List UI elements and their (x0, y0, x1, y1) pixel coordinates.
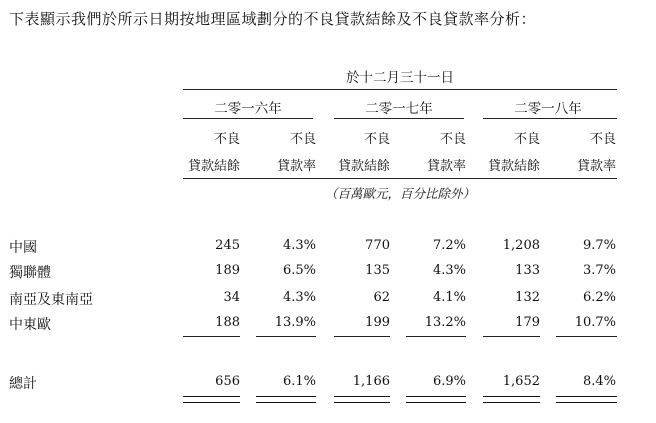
cell-value: 770 (365, 238, 390, 253)
cell-value: 7.2% (432, 238, 466, 253)
year-header-2016: 二零一六年 (214, 101, 282, 117)
cell-value: 34 (223, 290, 240, 305)
col-label-ratio-2016-line2: 貸款率 (276, 159, 316, 174)
cell-value: 189 (215, 263, 240, 278)
cell-value: 245 (215, 238, 240, 253)
date-header-rule (183, 89, 617, 90)
region-label: 中國 (9, 240, 37, 256)
year-header-2017: 二零一七年 (365, 101, 433, 117)
cell-value: 4.1% (432, 290, 466, 305)
total-double-rule (483, 396, 540, 403)
total-label: 總計 (9, 376, 37, 392)
total-double-rule (256, 396, 316, 403)
year-header-2018: 二零一八年 (514, 101, 582, 117)
cell-value: 10.7% (574, 315, 616, 330)
col-label-ratio-2017-line2: 貸款率 (426, 159, 466, 174)
cell-value: 6.5% (282, 263, 316, 278)
subtotal-rule (483, 336, 540, 337)
date-header: 於十二月三十一日 (346, 70, 454, 86)
unit-note: （百萬歐元，百分比除外） (324, 186, 475, 201)
total-value: 6.1% (282, 374, 316, 389)
col-label-balance-2017-line2: 貸款結餘 (337, 159, 390, 174)
year-rule-2016 (183, 118, 313, 119)
region-label: 南亞及東南亞 (9, 292, 93, 308)
subtotal-rule (183, 336, 240, 337)
col-label-balance-2017: 不良 (363, 132, 390, 147)
total-value: 1,166 (352, 374, 390, 389)
year-rule-2017 (334, 118, 464, 119)
total-double-rule (183, 396, 240, 403)
cell-value: 199 (365, 315, 390, 330)
cell-value: 4.3% (282, 290, 316, 305)
col-label-ratio-2018: 不良 (589, 132, 616, 147)
col-label-ratio-2017: 不良 (439, 132, 466, 147)
cell-value: 13.9% (274, 315, 316, 330)
cell-value: 4.3% (432, 263, 466, 278)
col-label-balance-2018-line2: 貸款結餘 (487, 159, 540, 174)
cell-value: 62 (373, 290, 390, 305)
col-label-balance-2016: 不良 (213, 132, 240, 147)
col-label-ratio-2016: 不良 (289, 132, 316, 147)
subtotal-rule (334, 336, 390, 337)
cell-value: 135 (365, 263, 390, 278)
total-double-rule (556, 396, 617, 403)
cell-value: 1,208 (502, 238, 540, 253)
col-label-balance-2018: 不良 (513, 132, 540, 147)
col-label-rule (183, 178, 617, 179)
subtotal-rule (406, 336, 466, 337)
cell-value: 6.2% (582, 290, 616, 305)
cell-value: 4.3% (282, 238, 316, 253)
cell-value: 13.2% (424, 315, 466, 330)
year-rule-2018 (483, 118, 617, 119)
subtotal-rule (256, 336, 316, 337)
total-double-rule (334, 396, 390, 403)
col-label-ratio-2018-line2: 貸款率 (576, 159, 616, 174)
region-label: 中東歐 (9, 317, 51, 333)
total-double-rule (406, 396, 466, 403)
total-value: 656 (215, 374, 240, 389)
cell-value: 3.7% (582, 263, 616, 278)
col-label-balance-2016-line2: 貸款結餘 (187, 159, 240, 174)
cell-value: 179 (515, 315, 540, 330)
subtotal-rule (556, 336, 617, 337)
total-value: 6.9% (432, 374, 466, 389)
cell-value: 9.7% (582, 238, 616, 253)
cell-value: 133 (515, 263, 540, 278)
intro-text: 下表顯示我們於所示日期按地理區域劃分的不良貸款結餘及不良貸款率分析： (9, 10, 537, 28)
cell-value: 132 (515, 290, 540, 305)
cell-value: 188 (215, 315, 240, 330)
total-value: 1,652 (502, 374, 540, 389)
total-value: 8.4% (582, 374, 616, 389)
region-label: 獨聯體 (9, 265, 51, 281)
